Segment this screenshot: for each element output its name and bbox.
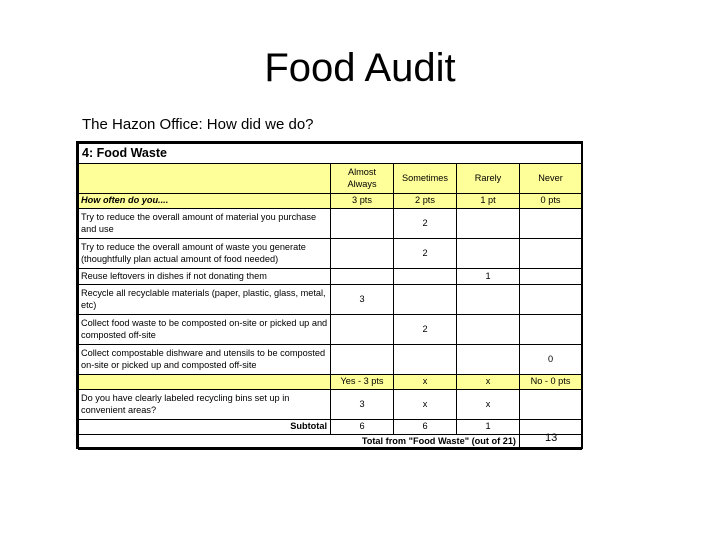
slide-number: 13 — [545, 432, 558, 444]
score-cell — [520, 269, 582, 285]
column-header: Almost Always — [331, 164, 394, 194]
subtotal-label: Subtotal — [79, 420, 331, 435]
points-row-label: How often do you.... — [79, 194, 331, 209]
score-cell: 3 — [331, 390, 394, 420]
yes-no-cell: x — [457, 375, 520, 390]
points-cell: 0 pts — [520, 194, 582, 209]
score-cell — [457, 345, 520, 375]
table-row — [79, 315, 582, 345]
score-cell — [331, 209, 394, 239]
score-cell: 0 — [520, 345, 582, 375]
points-cell: 2 pts — [394, 194, 457, 209]
total-row — [79, 435, 582, 450]
score-cell — [394, 269, 457, 285]
table-row — [79, 269, 582, 285]
table-row — [79, 345, 582, 375]
yes-no-cell: No - 0 pts — [520, 375, 582, 390]
table-row — [79, 209, 582, 239]
section-title: 4: Food Waste — [79, 144, 582, 164]
score-cell — [520, 239, 582, 269]
score-cell — [520, 390, 582, 420]
score-cell: 2 — [394, 209, 457, 239]
score-cell — [394, 345, 457, 375]
column-header: Never — [520, 164, 582, 194]
score-cell — [520, 209, 582, 239]
subtotal-cell: 6 — [394, 420, 457, 435]
table-row — [79, 239, 582, 269]
yes-no-cell: x — [394, 375, 457, 390]
yes-no-points-row — [79, 375, 582, 390]
row-label: Do you have clearly labeled recycling bins set up in convenient areas? — [79, 390, 331, 420]
score-cell — [457, 315, 520, 345]
score-cell — [331, 239, 394, 269]
yes-no-cell: Yes - 3 pts — [331, 375, 394, 390]
score-cell: 2 — [394, 239, 457, 269]
slide-title: Food Audit — [264, 46, 456, 90]
score-cell — [457, 239, 520, 269]
food-waste-table — [76, 141, 583, 449]
table-row — [79, 285, 582, 315]
score-cell — [331, 345, 394, 375]
subtotal-row — [79, 420, 582, 435]
points-cell: 1 pt — [457, 194, 520, 209]
row-label: Try to reduce the overall amount of material you purchase and use — [79, 209, 331, 239]
row-label: Collect compostable dishware and utensils to be composted on-site or picked up and composted off-site — [79, 345, 331, 375]
subtotal-cell: 6 — [331, 420, 394, 435]
table-row — [79, 390, 582, 420]
row-label: Collect food waste to be composted on-site or picked up and composted off-site — [79, 315, 331, 345]
score-cell: 3 — [331, 285, 394, 315]
score-cell — [457, 209, 520, 239]
row-label: Reuse leftovers in dishes if not donating them — [79, 269, 331, 285]
score-cell: 2 — [394, 315, 457, 345]
total-label: Total from "Food Waste" (out of 21) — [79, 435, 520, 450]
row-label: Try to reduce the overall amount of waste you generate (thoughtfully plan actual amount of food needed) — [79, 239, 331, 269]
score-cell — [331, 315, 394, 345]
score-cell — [457, 285, 520, 315]
header-blank-cell — [79, 164, 331, 194]
subtotal-cell: 1 — [457, 420, 520, 435]
score-cell: 1 — [457, 269, 520, 285]
slide-subtitle: The Hazon Office: How did we do? — [82, 116, 314, 133]
score-cell — [520, 285, 582, 315]
column-header: Sometimes — [394, 164, 457, 194]
row-label: Recycle all recyclable materials (paper, plastic, glass, metal, etc) — [79, 285, 331, 315]
points-row — [79, 194, 582, 209]
column-header: Rarely — [457, 164, 520, 194]
yes-no-label — [79, 375, 331, 390]
score-cell — [520, 315, 582, 345]
score-cell: x — [457, 390, 520, 420]
score-cell — [331, 269, 394, 285]
score-cell: x — [394, 390, 457, 420]
points-cell: 3 pts — [331, 194, 394, 209]
column-header-row — [79, 164, 582, 194]
section-title-row — [79, 144, 582, 164]
score-cell — [394, 285, 457, 315]
